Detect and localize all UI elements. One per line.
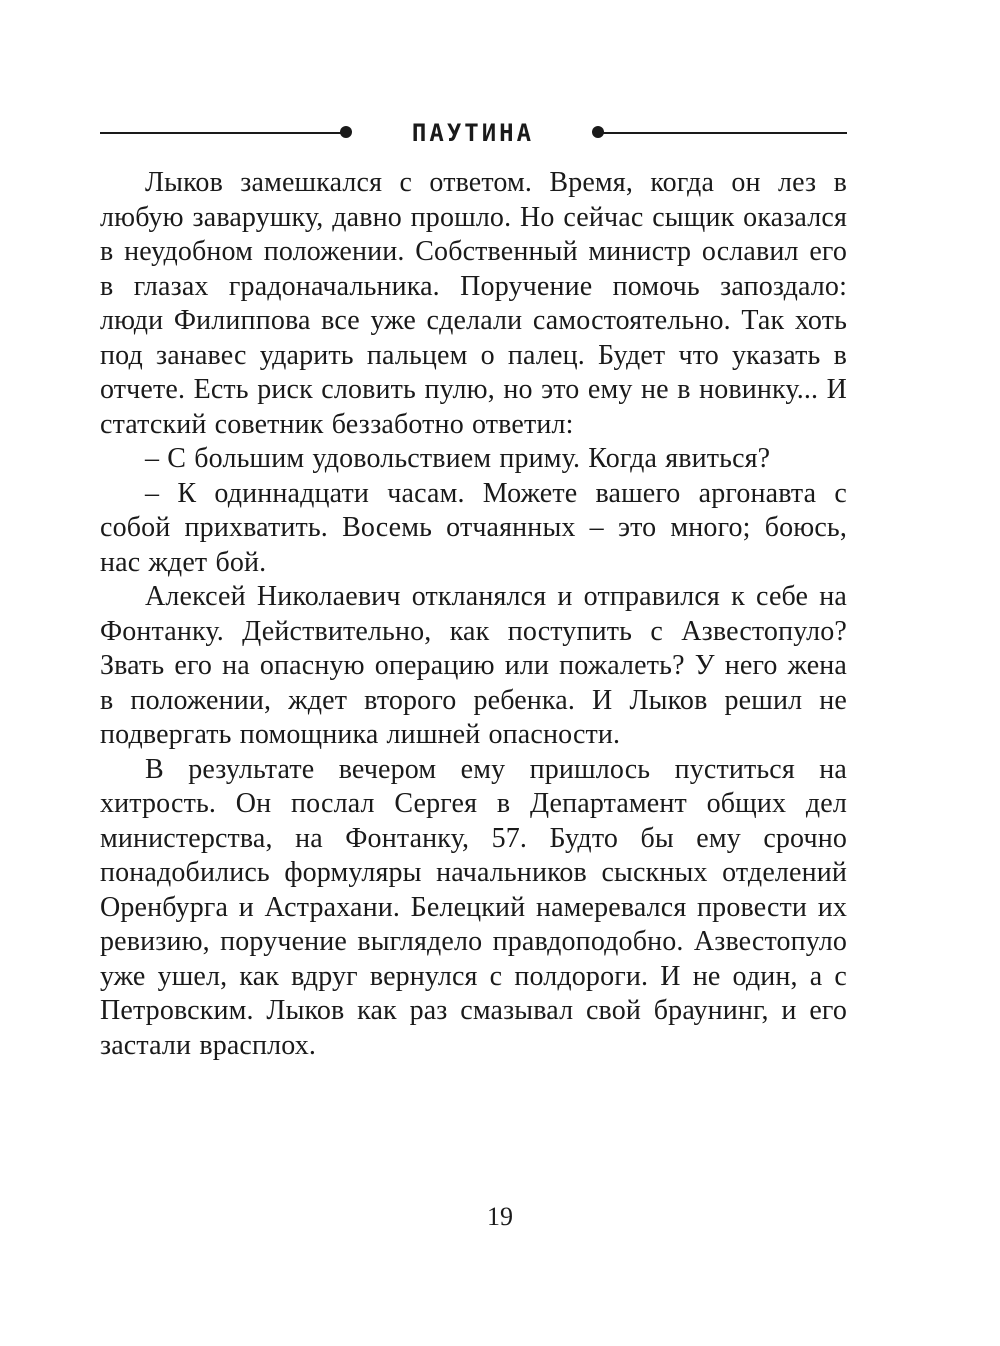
header-bullet-left	[340, 126, 352, 138]
header-rule-left	[100, 132, 344, 134]
running-header	[100, 118, 847, 148]
dialogue-line: – С большим удовольствием приму. Когда явиться?	[145, 443, 771, 474]
dialogue-line: – К одиннадцати часам. Можете вашего аргонавта с собой прихватить. Восемь отчаянных – это много; боюсь, нас ждет бой.	[100, 477, 847, 578]
page-number: 19	[487, 1202, 513, 1231]
paragraph: Лыков замешкался с ответом. Время, когда он лез в любую заварушку, давно прошло. Но сейчас сыщик оказался в неудобном положении. Собственный министр ославил его в глазах градоначальника. Поручение помочь запоздало: люди Филиппова все уже сделали самостоятельно. Так хоть под занавес ударить пальцем о палец. Будет что указать в отчете. Есть риск словить пулю, но это ему не в новинку... И статский советник беззаботно ответил:	[100, 167, 847, 440]
paragraph: Алексей Николаевич откланялся и отправился к себе на Фонтанку. Действительно, как поступить с Азвестопуло? Звать его на опасную операцию или пожалеть? У него жена в положении, ждет второго ребенка. И Лыков решил не подвергать помощника лишней опасности.	[100, 581, 847, 750]
body-text	[100, 166, 847, 1063]
header-rule-right	[600, 132, 847, 134]
paragraph: В результате вечером ему пришлось пуститься на хитрость. Он послал Сергея в Департамент общих дел министерства, на Фонтанку, 57. Будто бы ему срочно понадобились формуляры начальников сыскных отделений Оренбурга и Астрахани. Белецкий намеревался провести их ревизию, поручение выглядело правдоподобно. Азвестопуло уже ушел, как вдруг вернулся с полдороги. И не один, а с Петровским. Лыков как раз смазывал свой браунинг, и его застали врасплох.	[100, 753, 847, 1061]
running-title: ПАУТИНА	[411, 119, 535, 147]
